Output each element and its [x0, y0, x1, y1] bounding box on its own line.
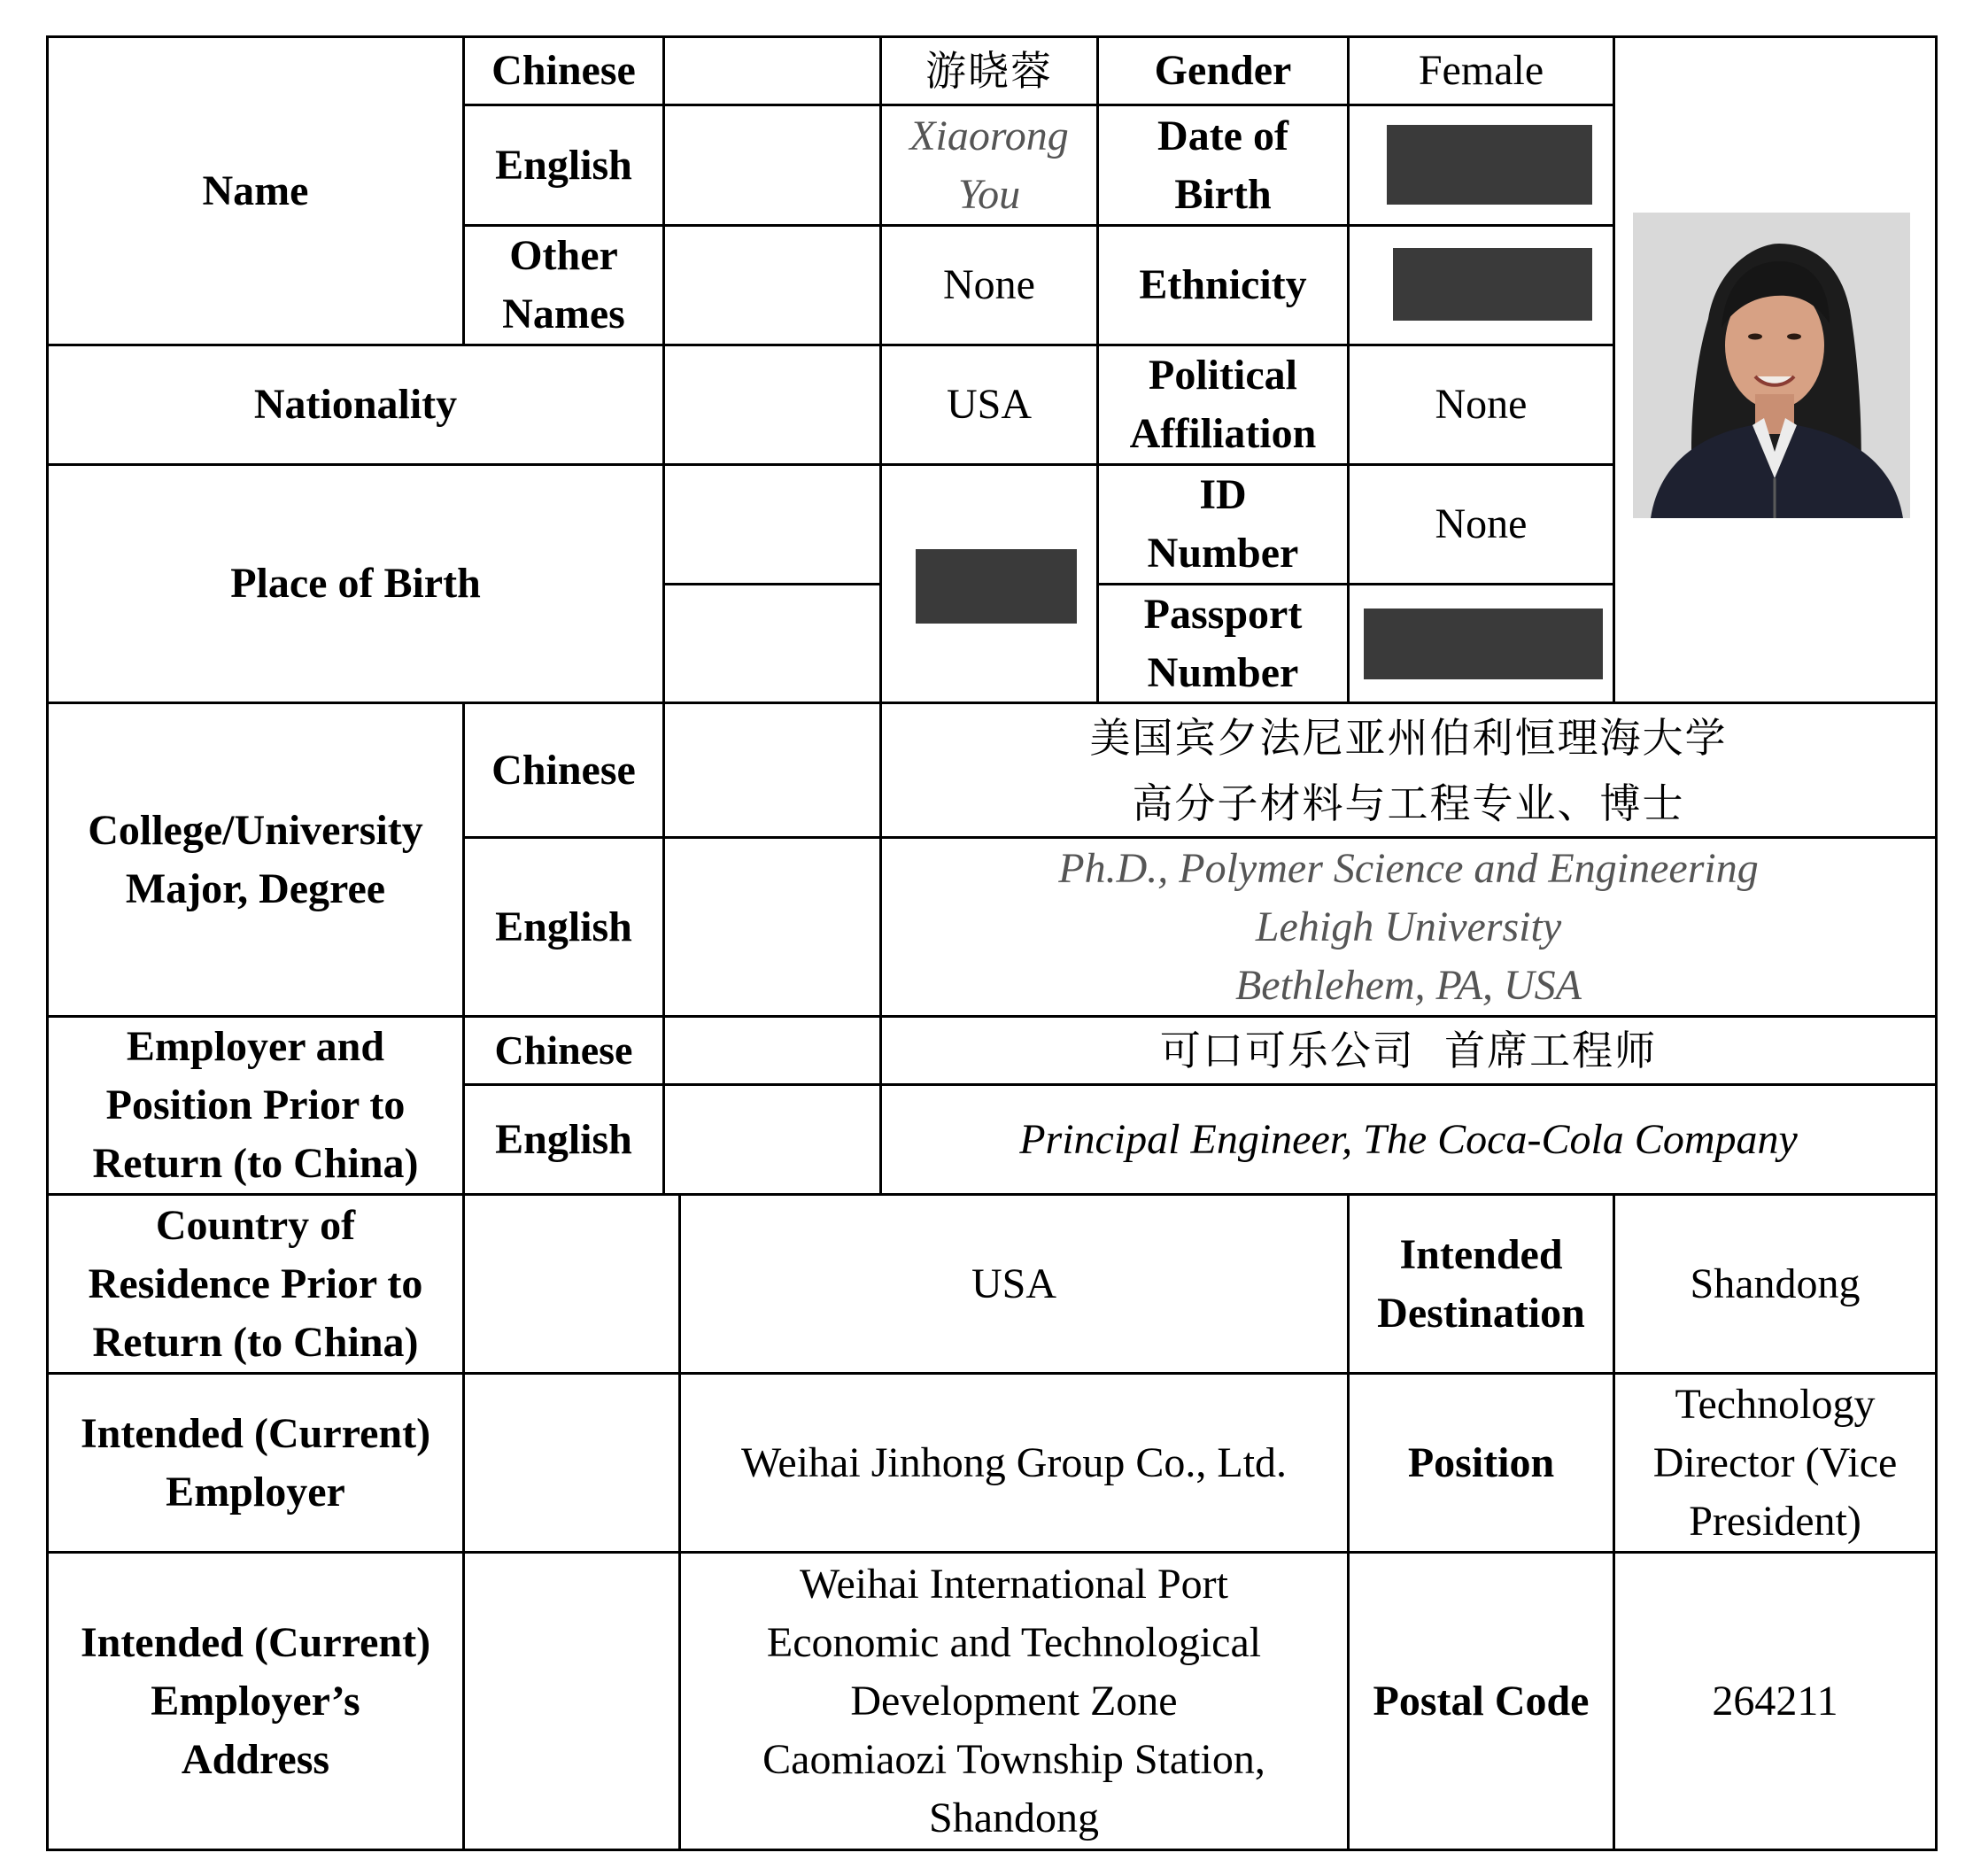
college-line: Major, Degree	[125, 864, 386, 912]
college-english-line: Ph.D., Polymer Science and Engineering	[1058, 844, 1759, 892]
address-line: Economic and Technological	[766, 1618, 1262, 1666]
other-names-line: Other	[509, 232, 618, 279]
nationality-label	[49, 346, 662, 463]
political-line: Political	[1149, 352, 1297, 399]
political-text: None	[1435, 381, 1528, 428]
employer-prior-english-value	[882, 1086, 1935, 1193]
employer-prior-chinese-value	[882, 1018, 1935, 1083]
chinese-label-text: Chinese	[494, 1027, 633, 1073]
college-english-line: Bethlehem, PA, USA	[1234, 961, 1582, 1009]
college-english-label	[465, 839, 662, 1015]
college-line: College/University	[88, 806, 423, 854]
ethnicity-label-text: Ethnicity	[1139, 261, 1307, 308]
name-label-text: Name	[202, 167, 309, 214]
dob-redaction	[1387, 125, 1592, 205]
employer-prior-line: Position Prior to	[105, 1081, 406, 1128]
name-chinese-text: 游晓蓉	[925, 47, 1053, 95]
address-line: Shandong	[929, 1794, 1099, 1841]
employer-address-label	[49, 1554, 462, 1849]
portrait-photo	[1633, 213, 1910, 518]
postal-code-label-text: Postal Code	[1373, 1677, 1590, 1725]
passport-number-label	[1099, 585, 1347, 702]
intended-employer-label	[49, 1375, 462, 1551]
name-english-label	[465, 106, 662, 224]
destination-line: Destination	[1377, 1289, 1585, 1337]
ethnicity-label	[1099, 227, 1347, 344]
passport-line: Number	[1147, 648, 1299, 696]
dob-label	[1099, 106, 1347, 224]
intended-destination-value	[1615, 1196, 1935, 1372]
gender-value	[1350, 38, 1613, 104]
position-line: Technology	[1675, 1380, 1876, 1428]
intended-employer-value	[681, 1375, 1347, 1551]
country-residence-line: Return (to China)	[92, 1318, 419, 1366]
english-label-text: English	[495, 141, 632, 189]
intended-employer-line: Intended (Current)	[80, 1409, 431, 1457]
country-residence-text: USA	[971, 1260, 1057, 1307]
id-line: Number	[1147, 530, 1299, 577]
college-english-line: Lehigh University	[1255, 903, 1562, 950]
postal-code-text: 264211	[1712, 1677, 1838, 1725]
name-english-line: Xiaorong	[909, 112, 1069, 159]
id-line: ID	[1199, 471, 1247, 518]
employer-address-line: Employer’s	[151, 1677, 360, 1725]
employer-address-value	[681, 1554, 1347, 1849]
name-english-value	[882, 106, 1096, 224]
chinese-label-text: Chinese	[491, 746, 636, 794]
employer-address-line: Address	[181, 1735, 330, 1783]
college-chinese-label	[465, 704, 662, 836]
chinese-label-text: Chinese	[491, 47, 636, 94]
name-chinese-label	[465, 38, 662, 104]
college-chinese-line: 高分子材料与工程专业、博士	[1132, 779, 1685, 827]
name-chinese-value	[882, 38, 1096, 104]
country-residence-label	[49, 1196, 462, 1372]
country-residence-line: Residence Prior to	[88, 1260, 423, 1307]
political-line: Affiliation	[1129, 410, 1317, 457]
place-of-birth-label	[49, 466, 662, 702]
nationality-label-text: Nationality	[253, 381, 458, 428]
passport-line: Passport	[1143, 590, 1303, 638]
political-affiliation-label	[1099, 346, 1347, 463]
other-names-label	[465, 227, 662, 344]
place-of-birth-text: Place of Birth	[230, 560, 481, 607]
country-residence-line: Country of	[155, 1201, 356, 1249]
english-label-text: English	[495, 1115, 632, 1163]
dob-label-line: Date of	[1157, 112, 1288, 159]
address-line: Weihai International Port	[800, 1560, 1228, 1608]
employer-prior-english-text: Principal Engineer, The Coca-Cola Company	[1019, 1115, 1798, 1163]
gender-label	[1099, 38, 1347, 104]
position-line: Director (Vice	[1652, 1438, 1898, 1486]
gender-label-text: Gender	[1154, 47, 1292, 94]
employer-prior-line: Employer and	[126, 1023, 385, 1070]
position-label-text: Position	[1407, 1438, 1555, 1486]
id-number-label	[1099, 466, 1347, 583]
intended-employer-text: Weihai Jinhong Group Co., Ltd.	[740, 1438, 1288, 1486]
employer-prior-chinese-text: 可口可乐公司 首席工程师	[1159, 1027, 1658, 1074]
employer-prior-chinese-label	[465, 1018, 662, 1083]
destination-text: Shandong	[1690, 1260, 1861, 1307]
name-english-line: You	[957, 170, 1021, 218]
nationality-text: USA	[946, 381, 1033, 428]
dob-label-line: Birth	[1174, 170, 1272, 218]
employer-prior-label	[49, 1018, 462, 1193]
postal-code-label	[1350, 1554, 1613, 1849]
destination-line: Intended	[1399, 1230, 1563, 1278]
other-names-value	[882, 227, 1096, 344]
college-label	[49, 704, 462, 1015]
intended-destination-label	[1350, 1196, 1613, 1372]
country-residence-value	[681, 1196, 1347, 1372]
id-number-value	[1350, 466, 1613, 583]
postal-code-value	[1615, 1554, 1935, 1849]
political-affiliation-value	[1350, 346, 1613, 463]
college-english-value	[882, 839, 1935, 1015]
college-chinese-line: 美国宾夕法尼亚州伯利恒理海大学	[1089, 713, 1728, 762]
college-chinese-value	[882, 704, 1935, 836]
other-names-text: None	[943, 261, 1035, 308]
name-label	[49, 38, 462, 344]
address-line: Development Zone	[850, 1677, 1178, 1725]
id-number-text: None	[1435, 500, 1528, 547]
english-label-text: English	[495, 903, 632, 950]
position-label	[1350, 1375, 1613, 1551]
ethnicity-redaction	[1393, 248, 1592, 321]
employer-prior-line: Return (to China)	[92, 1140, 419, 1187]
employer-address-line: Intended (Current)	[80, 1618, 431, 1666]
employer-prior-english-label	[465, 1086, 662, 1193]
nationality-value	[882, 346, 1096, 463]
position-value	[1615, 1375, 1935, 1551]
position-line: President)	[1689, 1497, 1861, 1545]
passport-redaction	[1364, 609, 1603, 679]
other-names-line: Names	[502, 291, 625, 337]
address-line: Caomiaozi Township Station,	[762, 1735, 1265, 1783]
place-of-birth-redaction	[916, 549, 1077, 624]
intended-employer-line: Employer	[166, 1468, 345, 1516]
gender-text: Female	[1418, 47, 1544, 94]
